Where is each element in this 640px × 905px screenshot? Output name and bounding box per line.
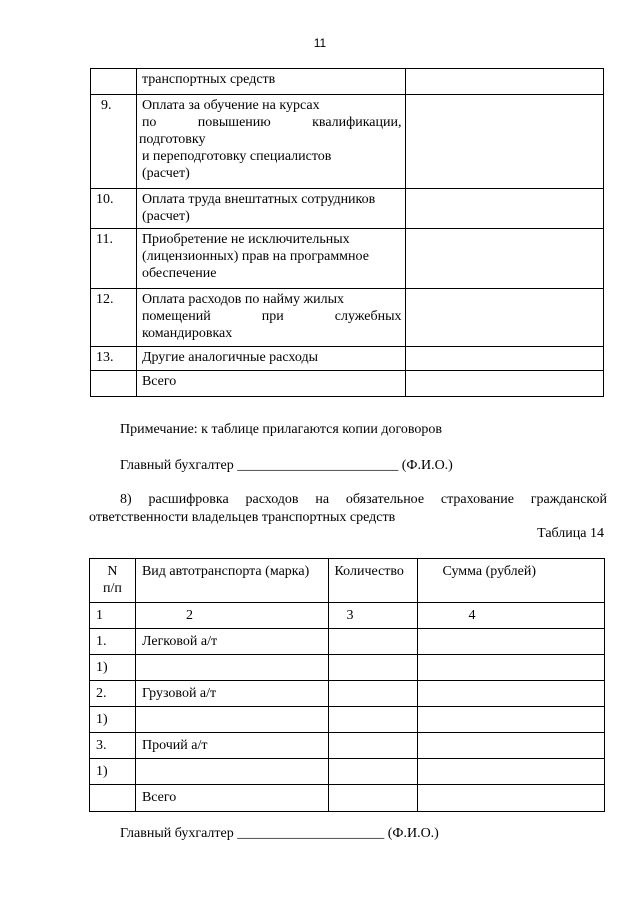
row-description: транспортных средств — [136, 69, 405, 95]
table-row — [91, 347, 604, 371]
quantity — [328, 759, 418, 785]
row-number — [91, 371, 137, 397]
row-description: Оплата за обучение на курсах по повышению квалификации, подготовку и переподготовку специалистов (расчет) — [136, 95, 405, 189]
amount — [418, 759, 605, 785]
table-row — [91, 371, 604, 397]
row-number — [91, 69, 137, 95]
row-number: 1) — [90, 655, 136, 681]
expenses-table-continued — [90, 68, 604, 397]
section-heading-line-1: 8) расшифровка расходов на обязательное страхование гражданской — [120, 492, 607, 507]
vehicle-type: Всего — [135, 785, 328, 812]
row-amount — [405, 229, 604, 289]
row-description: Приобретение не исключительных (лицензионных) прав на программное обеспечение — [136, 229, 405, 289]
row-description: Оплата расходов по найму жилых помещений при служебных командировках — [136, 289, 405, 347]
page-number: 11 — [313, 36, 327, 50]
row-amount — [405, 69, 604, 95]
amount — [418, 733, 605, 759]
amount — [418, 785, 605, 812]
signature-line: Главный бухгалтер _______________________ (Ф.И.О.) — [120, 458, 453, 473]
table-row — [90, 629, 605, 655]
row-amount — [405, 189, 604, 229]
header-number: N п/п — [90, 559, 136, 603]
quantity — [328, 629, 418, 655]
table-row — [91, 189, 604, 229]
table-note: Примечание: к таблице прилагаются копии договоров — [120, 422, 442, 437]
row-number: 11. — [91, 229, 137, 289]
header-vehicle-type: Вид автотранспорта (марка) — [135, 559, 328, 603]
table-row — [91, 69, 604, 95]
quantity — [328, 785, 418, 812]
row-amount — [405, 95, 604, 189]
table-row — [90, 655, 605, 681]
table-row — [90, 759, 605, 785]
col-number: 1 — [90, 603, 136, 629]
row-description: Всего — [136, 371, 405, 397]
table-row — [90, 785, 605, 812]
row-number: 2. — [90, 681, 136, 707]
table-row — [91, 95, 604, 189]
row-number: 1) — [90, 759, 136, 785]
table-row — [91, 289, 604, 347]
row-amount — [405, 289, 604, 347]
header-amount: Сумма (рублей) — [418, 559, 605, 603]
vehicle-type: Грузовой а/т — [135, 681, 328, 707]
vehicle-type — [135, 759, 328, 785]
row-amount — [405, 347, 604, 371]
insurance-expenses-table — [89, 558, 605, 812]
row-number: 3. — [90, 733, 136, 759]
column-number-row — [90, 603, 605, 629]
quantity — [328, 655, 418, 681]
col-number: 3 — [328, 603, 418, 629]
row-description: Другие аналогичные расходы — [136, 347, 405, 371]
vehicle-type: Легковой а/т — [135, 629, 328, 655]
quantity — [328, 681, 418, 707]
table-row — [90, 707, 605, 733]
table-row — [91, 229, 604, 289]
row-amount — [405, 371, 604, 397]
col-number: 2 — [135, 603, 328, 629]
row-number: 1) — [90, 707, 136, 733]
table-row — [90, 733, 605, 759]
amount — [418, 655, 605, 681]
vehicle-type — [135, 655, 328, 681]
row-number: 10. — [91, 189, 137, 229]
row-number — [90, 785, 136, 812]
table-caption: Таблица 14 — [537, 526, 604, 541]
col-number: 4 — [418, 603, 605, 629]
row-number: 1. — [90, 629, 136, 655]
table-header-row — [90, 559, 605, 603]
vehicle-type — [135, 707, 328, 733]
section-heading-line-2: ответственности владельцев транспортных средств — [89, 510, 396, 525]
amount — [418, 629, 605, 655]
quantity — [328, 707, 418, 733]
quantity — [328, 733, 418, 759]
header-quantity: Количество — [328, 559, 418, 603]
amount — [418, 707, 605, 733]
amount — [418, 681, 605, 707]
row-description: Оплата труда внештатных сотрудников (расчет) — [136, 189, 405, 229]
row-number: 13. — [91, 347, 137, 371]
table-row — [90, 681, 605, 707]
row-number: 9. — [91, 95, 137, 189]
row-number: 12. — [91, 289, 137, 347]
signature-line: Главный бухгалтер _____________________ (Ф.И.О.) — [120, 826, 439, 841]
vehicle-type: Прочий а/т — [135, 733, 328, 759]
